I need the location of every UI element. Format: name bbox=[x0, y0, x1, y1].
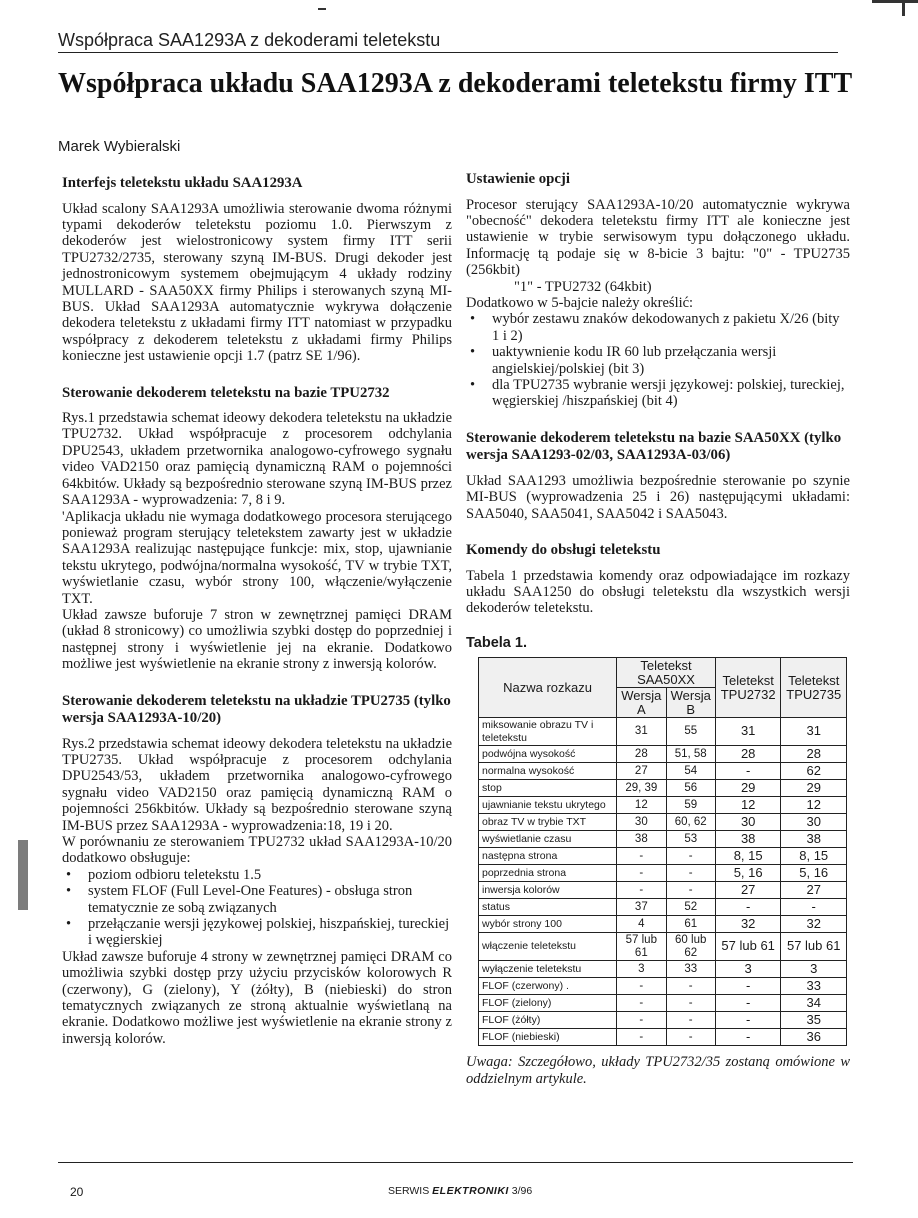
list-item: • poziom odbioru teletekstu 1.5 bbox=[88, 867, 452, 883]
table-header-tpu2732: Teletekst TPU2732 bbox=[715, 658, 781, 718]
section-heading-tpu2732: Sterowanie dekoderem teletekstu na bazie TPU2732 bbox=[62, 384, 390, 401]
paragraph: Rys.2 przedstawia schemat ideowy dekodera teletekstu na układzie TPU2735. Układ współpracuje z procesorem odchylania DPU2543/53, układem przetwornika analogowo-cyfrowego sygnału video VAD2150 oraz pamięcią dynamiczną RAM o pojemności 256kbitów. Układy są bezpośrednio sterowane szyną IM-BUS przez SAA1293A - wyprowadzenia:18, 19 i 20. bbox=[62, 735, 452, 834]
table-cell-value: 57 lub 61 bbox=[715, 933, 781, 961]
commands-table bbox=[478, 657, 847, 1046]
magazine-name: ELEKTRONIKI bbox=[432, 1185, 509, 1197]
paragraph: Rys.1 przedstawia schemat ideowy dekodera teletekstu na układzie TPU2732. Układ współpracuje z procesorem odchylania DPU2543, układem przetwornika analogowo-cyfrowego sygnału video VAD2150 oraz pamięcią dynamiczną RAM o pojemności 64kbitów. Układy są bezpośrednio sterowane szyną IM-BUS przez SAA1293A - wyprowadzenia: 7, 8 i 9. bbox=[62, 410, 452, 509]
table-cell-value: - bbox=[781, 899, 847, 916]
table-cell-value: 36 bbox=[781, 1029, 847, 1046]
table-cell-value: 38 bbox=[781, 831, 847, 848]
table-cell-value: - bbox=[617, 978, 666, 995]
section-heading-tpu2735: Sterowanie dekoderem teletekstu na układzie TPU2735 (tylko wersja SAA1293A-10/20) bbox=[62, 692, 451, 727]
table-header-version-a: Wersja A bbox=[617, 688, 666, 718]
table-cell-value: 30 bbox=[781, 814, 847, 831]
table-cell-command: FLOF (czerwony) . bbox=[479, 978, 617, 995]
table-cell-value: - bbox=[617, 995, 666, 1012]
table-cell-command: wyświetlanie czasu bbox=[479, 831, 617, 848]
table-cell-value: 3 bbox=[715, 961, 781, 978]
table-cell-value: 3 bbox=[781, 961, 847, 978]
table-cell-value: - bbox=[666, 1012, 715, 1029]
list-item: • uaktywnienie kodu IR 60 lub przełączania wersji angielskiej/polskiej (bit 3) bbox=[492, 344, 850, 377]
table-cell-value: 37 bbox=[617, 899, 666, 916]
table-cell-command: stop bbox=[479, 780, 617, 797]
table-header-version-b: Wersja B bbox=[666, 688, 715, 718]
table-cell-value: 53 bbox=[666, 831, 715, 848]
page-number: 20 bbox=[70, 1185, 84, 1199]
paragraph-line: "1" - TPU2732 (64kbit) bbox=[514, 278, 652, 295]
table-cell-value: 12 bbox=[617, 797, 666, 814]
table-cell-value: 33 bbox=[781, 978, 847, 995]
footer-rule bbox=[58, 1162, 853, 1163]
table-cell-value: 52 bbox=[666, 899, 715, 916]
table-cell-value: - bbox=[666, 882, 715, 899]
scan-mark-corner bbox=[872, 0, 918, 3]
table-row bbox=[479, 961, 847, 978]
table-cell-command: inwersja kolorów bbox=[479, 882, 617, 899]
paragraph: Układ zawsze buforuje 7 stron w zewnętrznej pamięci DRAM (układ 8 stronicowy) co umożliwia szybki dostęp do poprzedniej i następnej strony i wyświetlenie jej na ekranie. Dodatkowo możliwe jest wyświetlenie na ekranie strony z inwersją kolorów. bbox=[62, 606, 452, 673]
table-cell-value: 51, 58 bbox=[666, 746, 715, 763]
paragraph: Dodatkowo w 5-bajcie należy określić: bbox=[466, 294, 694, 311]
author: Marek Wybieralski bbox=[58, 138, 181, 155]
table-cell-value: 57 lub 61 bbox=[617, 933, 666, 961]
paragraph: Tabela 1 przedstawia komendy oraz odpowiadające im rozkazy układu SAA1250 do obsługi teletekstu dla wszystkich wersji dekoderów teletekstu. bbox=[466, 567, 850, 617]
section-heading-interface: Interfejs teletekstu układu SAA1293A bbox=[62, 175, 303, 191]
table-cell-value: 28 bbox=[617, 746, 666, 763]
table-cell-value: 33 bbox=[666, 961, 715, 978]
section-heading-commands: Komendy do obsługi teletekstu bbox=[466, 542, 661, 558]
table-cell-command: wyłączenie teletekstu bbox=[479, 961, 617, 978]
paragraph: Procesor sterujący SAA1293A-10/20 automatycznie wykrywa "obecność" dekodera teletekstu firmy ITT ale konieczne jest ustawienie w trybie serwisowym typu dołączonego układu. Informację tą podaje się w 8-bicie 3 bajtu: "0" - TPU2735 (256kbit) bbox=[466, 196, 850, 279]
feature-list bbox=[62, 867, 452, 949]
table-cell-value: 3 bbox=[617, 961, 666, 978]
section-heading-options: Ustawienie opcji bbox=[466, 171, 570, 187]
table-cell-command: FLOF (żółty) bbox=[479, 1012, 617, 1029]
left-column bbox=[62, 175, 452, 1047]
table-cell-value: 60, 62 bbox=[666, 814, 715, 831]
table-row bbox=[479, 1012, 847, 1029]
table-cell-value: 32 bbox=[781, 916, 847, 933]
table-cell-value: 31 bbox=[617, 718, 666, 746]
list-item: • dla TPU2735 wybranie wersji językowej: polskiej, tureckiej, węgierskiej /hiszpańskiej (bit 4) bbox=[492, 377, 850, 410]
table-header-saa50xx: Teletekst SAA50XX bbox=[617, 658, 716, 688]
table-cell-value: 5, 16 bbox=[781, 865, 847, 882]
table-cell-value: 31 bbox=[715, 718, 781, 746]
option-list bbox=[466, 311, 850, 409]
table-row bbox=[479, 978, 847, 995]
table-cell-value: - bbox=[666, 995, 715, 1012]
table-cell-value: 12 bbox=[781, 797, 847, 814]
table-cell-value: 27 bbox=[781, 882, 847, 899]
table-row bbox=[479, 1029, 847, 1046]
table-cell-value: 28 bbox=[781, 746, 847, 763]
table-cell-value: 31 bbox=[781, 718, 847, 746]
table-cell-value: - bbox=[715, 995, 781, 1012]
table-cell-value: 4 bbox=[617, 916, 666, 933]
table-cell-value: 34 bbox=[781, 995, 847, 1012]
table-cell-value: 29 bbox=[781, 780, 847, 797]
table-cell-value: - bbox=[666, 865, 715, 882]
table-cell-value: 8, 15 bbox=[781, 848, 847, 865]
table-caption: Tabela 1. bbox=[466, 634, 527, 651]
running-title: Współpraca SAA1293A z dekoderami teletekstu bbox=[58, 30, 441, 50]
magazine-prefix: SERWIS bbox=[388, 1185, 430, 1197]
table-row bbox=[479, 995, 847, 1012]
table-cell-value: 59 bbox=[666, 797, 715, 814]
scan-mark-top bbox=[318, 8, 326, 10]
table-row bbox=[479, 933, 847, 961]
table-cell-value: 60 lub 62 bbox=[666, 933, 715, 961]
paragraph: 'Aplikacja układu nie wymaga dodatkowego procesora sterującego ponieważ program sterujący teletekstem zawarty jest w układzie SAA1293A realizując następujące funkcje: mix, stop, ujawnianie tekstu ukrytego, podwójna/normalna wysokość, TV w trybie TXT, wyświetlanie czasu, wybór strony 100, włączenie/wyłączenie TXT. bbox=[62, 508, 452, 607]
table-row bbox=[479, 831, 847, 848]
table-cell-command: następna strona bbox=[479, 848, 617, 865]
table-cell-command: wybór strony 100 bbox=[479, 916, 617, 933]
table-cell-command: poprzednia strona bbox=[479, 865, 617, 882]
table-row bbox=[479, 916, 847, 933]
scan-smudge-left bbox=[18, 840, 28, 910]
magazine-footer bbox=[388, 1185, 532, 1197]
table-cell-value: 62 bbox=[781, 763, 847, 780]
table-cell-command: podwójna wysokość bbox=[479, 746, 617, 763]
table-cell-value: 29, 39 bbox=[617, 780, 666, 797]
table-cell-command: status bbox=[479, 899, 617, 916]
list-item: • wybór zestawu znaków dekodowanych z pakietu X/26 (bity 1 i 2) bbox=[492, 311, 850, 344]
table-cell-value: 30 bbox=[617, 814, 666, 831]
table-cell-value: 27 bbox=[617, 763, 666, 780]
table-cell-value: 28 bbox=[715, 746, 781, 763]
table-row bbox=[479, 718, 847, 746]
paragraph: Układ scalony SAA1293A umożliwia sterowanie dwoma różnymi typami dekoderów teletekstu poziomu 1.0. Pierwszym z dekoderów jest wielostronicowy system firmy ITT serii TPU2732/2735, sterowany szyną IM-BUS. Drugi dekoder jest jednostronicowym systemem obejmującym 4 układy rodziny MULLARD - SAA50XX firmy Philips i sterowanych szyną MI-BUS. Układ SAA1293A automatycznie wykrywa dołączenie dekodera teletekstu z układami firmy ITT natomiast w przypadku współpracy z dekoderem teletekstu z układami firmy Philips konieczne jest ustawienie opcji 1.7 (patrz SE 1/96). bbox=[62, 200, 452, 365]
table-cell-value: 61 bbox=[666, 916, 715, 933]
table-cell-value: 57 lub 61 bbox=[781, 933, 847, 961]
table-cell-value: 5, 16 bbox=[715, 865, 781, 882]
table-cell-value: 56 bbox=[666, 780, 715, 797]
section-heading-saa50xx: Sterowanie dekoderem teletekstu na bazie SAA50XX (tylko wersja SAA1293-02/03, SAA1293A-03/06) bbox=[466, 429, 842, 464]
table-cell-value: 38 bbox=[617, 831, 666, 848]
table-row bbox=[479, 763, 847, 780]
table-cell-command: FLOF (zielony) bbox=[479, 995, 617, 1012]
table-note: Uwaga: Szczegółowo, układy TPU2732/35 zostaną omówione w oddzielnym artykule. bbox=[466, 1054, 850, 1087]
table-cell-value: - bbox=[715, 978, 781, 995]
table-cell-command: obraz TV w trybie TXT bbox=[479, 814, 617, 831]
table-cell-value: - bbox=[617, 848, 666, 865]
table-row bbox=[479, 882, 847, 899]
table-cell-value: 8, 15 bbox=[715, 848, 781, 865]
table-cell-value: - bbox=[715, 763, 781, 780]
table-row bbox=[479, 848, 847, 865]
table-cell-command: normalna wysokość bbox=[479, 763, 617, 780]
table-cell-value: - bbox=[617, 1029, 666, 1046]
table-cell-value: 32 bbox=[715, 916, 781, 933]
table-cell-value: - bbox=[617, 865, 666, 882]
right-column bbox=[466, 171, 850, 1087]
table-cell-value: 54 bbox=[666, 763, 715, 780]
table-cell-value: 29 bbox=[715, 780, 781, 797]
header-rule bbox=[58, 52, 838, 53]
table-cell-value: - bbox=[715, 1029, 781, 1046]
table-cell-value: - bbox=[666, 848, 715, 865]
issue-number: 3/96 bbox=[511, 1185, 533, 1197]
table-cell-command: ujawnianie tekstu ukrytego bbox=[479, 797, 617, 814]
table-row bbox=[479, 814, 847, 831]
table-cell-command: FLOF (niebieski) bbox=[479, 1029, 617, 1046]
table-cell-value: - bbox=[666, 1029, 715, 1046]
list-item: • przełączanie wersji językowej polskiej, hiszpańskiej, tureckiej i węgierskiej bbox=[88, 916, 452, 949]
scan-mark-corner-vertical bbox=[902, 0, 905, 16]
table-cell-value: - bbox=[617, 1012, 666, 1029]
table-cell-command: miksowanie obrazu TV i teletekstu bbox=[479, 718, 617, 746]
table-row bbox=[479, 780, 847, 797]
table-row bbox=[479, 797, 847, 814]
table-cell-value: - bbox=[617, 882, 666, 899]
table-cell-value: 12 bbox=[715, 797, 781, 814]
paragraph: Układ zawsze buforuje 4 strony w zewnętrznej pamięci DRAM co umożliwia szybki dostęp przy użyciu przycisków kolorowych R (czerwony), G (zielony), Y (żółty), B (niebieski) do stron tematycznych związanych ze stroną aktualnie wyświetlaną na ekranie. Dodatkowo możliwe jest wyświetlenie na ekranie strony z inwersją kolorów. bbox=[62, 948, 452, 1047]
table-cell-value: - bbox=[715, 1012, 781, 1029]
table-cell-value: 30 bbox=[715, 814, 781, 831]
table-cell-value: - bbox=[715, 899, 781, 916]
table-cell-value: 35 bbox=[781, 1012, 847, 1029]
table-cell-value: 27 bbox=[715, 882, 781, 899]
table-header-name: Nazwa rozkazu bbox=[479, 658, 617, 718]
paragraph: Układ SAA1293 umożliwia bezpośrednie sterowanie po szynie MI-BUS (wyprowadzenia 25 i 26) następującymi układami: SAA5040, SAA5041, SAA5042 i SAA5043. bbox=[466, 472, 850, 522]
table-cell-value: 55 bbox=[666, 718, 715, 746]
table-cell-value: 38 bbox=[715, 831, 781, 848]
list-item: • system FLOF (Full Level-One Features) - obsługa stron tematycznie ze sobą związanych bbox=[88, 883, 452, 916]
table-cell-command: włączenie teletekstu bbox=[479, 933, 617, 961]
article-title: Współpraca układu SAA1293A z dekoderami teletekstu firmy ITT bbox=[58, 68, 853, 99]
table-row bbox=[479, 865, 847, 882]
table-row bbox=[479, 746, 847, 763]
table-header-tpu2735: Teletekst TPU2735 bbox=[781, 658, 847, 718]
table-row bbox=[479, 899, 847, 916]
paragraph: W porównaniu ze sterowaniem TPU2732 układ SAA1293A-10/20 dodatkowo obsługuje: bbox=[62, 834, 452, 867]
table-cell-value: - bbox=[666, 978, 715, 995]
